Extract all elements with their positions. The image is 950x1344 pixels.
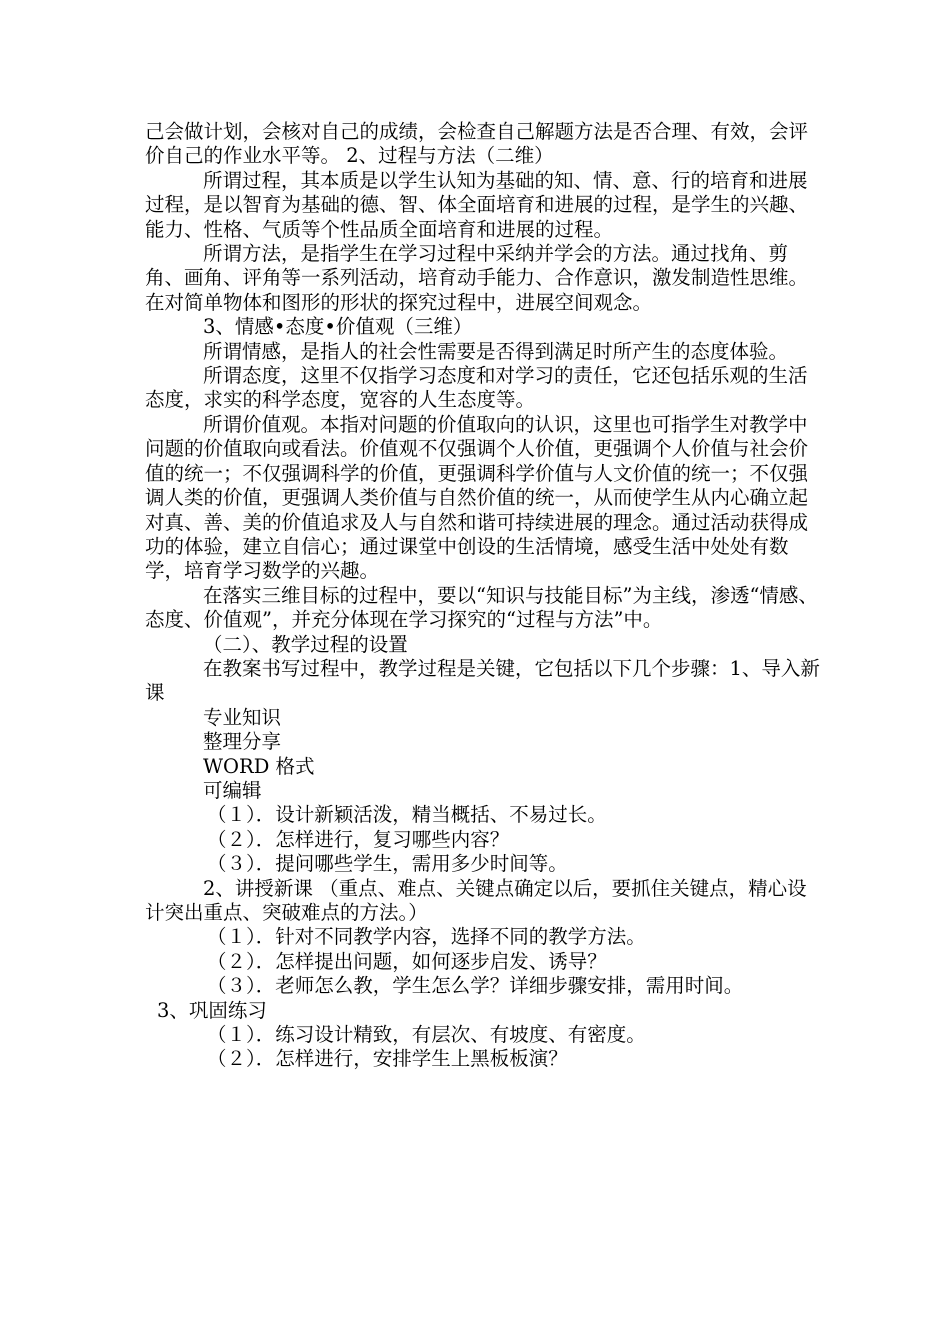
document-page <box>145 120 825 1072</box>
paragraph-method-definition: 所谓方法，是指学生在学习过程中采纳并学会的方法。通过找角、剪角、画角、评角等一系列活动，培育动手能力、合作意识，激发制造性思维。在对简单物体和图形的形状的探究过程中，进展空间观念。 <box>145 242 809 314</box>
watermark-line-4: 可编辑 <box>203 778 262 802</box>
paragraph-values-definition: 所谓价值观。本指对问题的价值取向的认识，这里也可指学生对教学中问题的价值取向或看法。价值观不仅强调个人价值，更强调个人价值与社会价值的统一；不仅强调科学的价值，更强调科学价值与人文价值的统一；不仅强调人类的价值，更强调人类价值与自然价值的统一，从而使学生从内心确立起对真、善、美的价值追求及人与自然和谐可持续进展的理念。通过活动获得成功的体验，建立自信心；通过课堂中创设的生活情境，感受生活中处处有数学，培育学习数学的兴趣。 <box>145 412 809 583</box>
watermark-line-1: 专业知识 <box>203 705 282 729</box>
list-item: （２）．怎样提出问题，如何逐步启发、诱导？ <box>207 949 607 973</box>
list-item: （１）．练习设计精致，有层次、有坡度、有密度。 <box>207 1023 646 1047</box>
paragraph-attitude-definition: 所谓态度，这里不仅指学习态度和对学习的责任，它还包括乐观的生活态度，求实的科学态度，宽容的人生态度等。 <box>145 364 808 412</box>
heading-teaching-process-setup: （二）、教学过程的设置 <box>203 632 408 656</box>
watermark-line-2: 整理分享 <box>203 730 282 754</box>
list-item: （２）．怎样进行，安排学生上黑板板演？ <box>207 1047 568 1071</box>
list-item: （２）．怎样进行，复习哪些内容？ <box>207 827 510 851</box>
paragraph-three-goals: 在落实三维目标的过程中，要以“知识与技能目标”为主线，渗透“情感、态度、价值观”，并充分体现在学习探究的“过程与方法”中。 <box>145 583 818 632</box>
paragraph-process-definition: 所谓过程，其本质是以学生认知为基础的知、情、意、行的培育和进展过程，是以智育为基础的德、智、体全面培育和进展的过程，是学生的兴趣、能力、性格、气质等个性品质全面培育和进展的过程。 <box>145 168 809 241</box>
paragraph-emotion-definition: 所谓情感，是指人的社会性需要是否得到满足时所产生的态度体验。 <box>203 339 789 363</box>
list-item: （１）．针对不同教学内容，选择不同的教学方法。 <box>207 925 646 949</box>
list-item: （３）．老师怎么教，学生怎么学？详细步骤安排，需用时间。 <box>207 974 744 998</box>
paragraph-teaching-steps: 在教案书写过程中，教学过程是关键，它包括以下几个步骤：1、导入新课 <box>145 656 820 705</box>
list-item: （３）．提问哪些学生，需用多少时间等。 <box>207 852 568 876</box>
heading-practice: 3、巩固练习 <box>157 998 267 1022</box>
watermark-line-3: WORD 格式 <box>203 754 315 778</box>
paragraph-process-method-heading: 己会做计划，会核对自己的成绩，会检查自己解题方法是否合理、有效，会评价自己的作业水平等。 2、过程与方法（二维） <box>145 120 809 168</box>
list-item: （１）．设计新颖活泼，精当概括、不易过长。 <box>207 803 607 827</box>
heading-new-lesson: 2、讲授新课 （重点、难点、关键点确定以后，要抓住关键点，精心设计突出重点、突破难点的方法。） <box>145 876 807 924</box>
heading-emotion-attitude-values: 3、情感•态度•价值观（三维） <box>203 315 473 339</box>
